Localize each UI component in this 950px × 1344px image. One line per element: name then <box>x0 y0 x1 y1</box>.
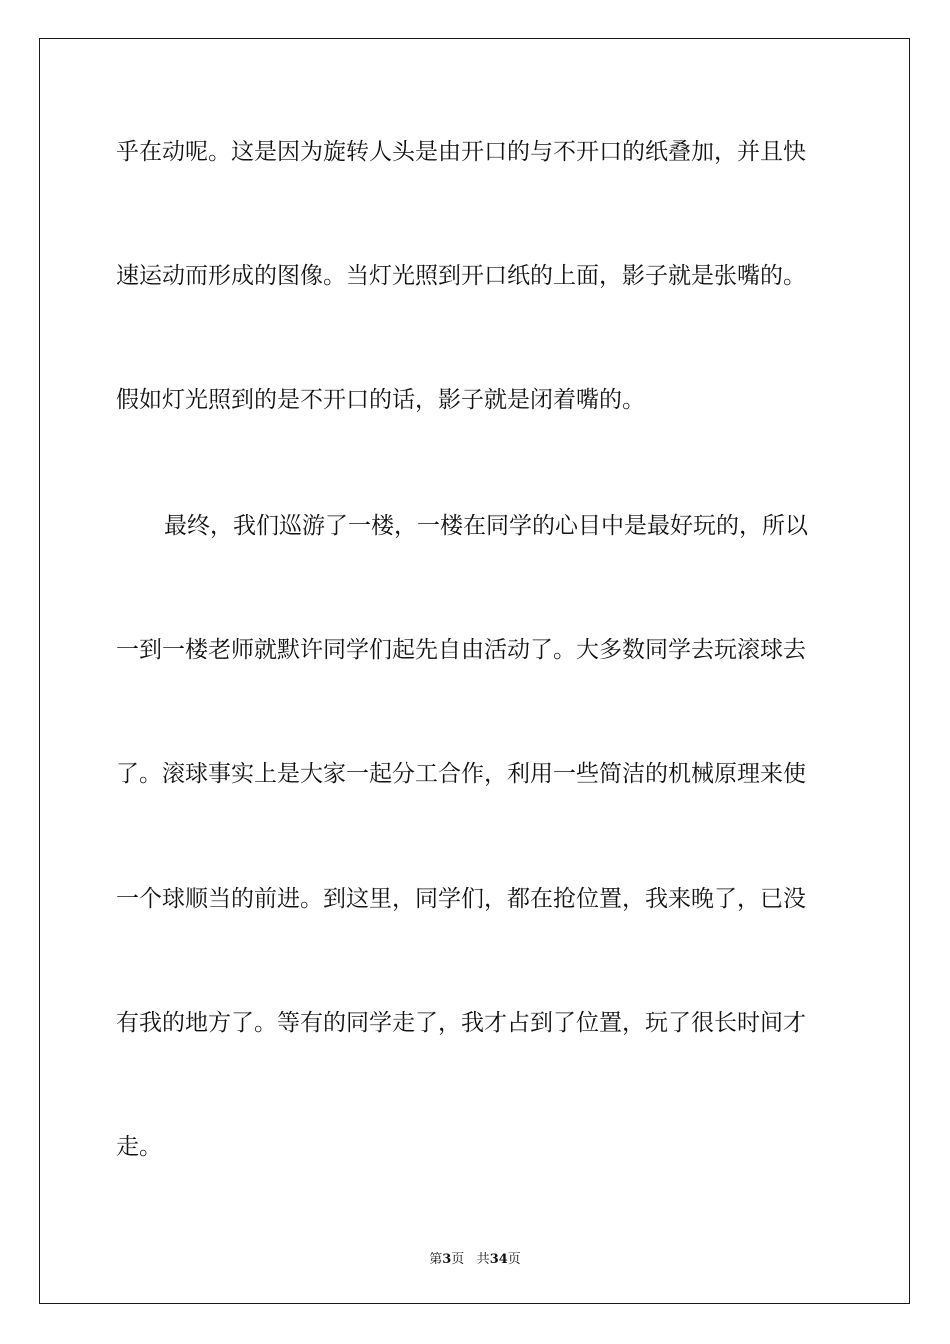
total-suffix: 页 <box>507 1252 521 1267</box>
body-line-4-paragraph-start: 最终，我们巡游了一楼，一楼在同学的心目中是最好玩的，所以 <box>164 513 808 539</box>
body-line-9: 走。 <box>116 1134 162 1160</box>
body-line-5: 一到一楼老师就默许同学们起先自由活动了。大多数同学去玩滚球去 <box>116 637 806 663</box>
page-border <box>39 38 910 1304</box>
body-line-7: 一个球顺当的前进。到这里，同学们，都在抢位置，我来晚了，已没 <box>116 886 806 912</box>
total-pages: 34 <box>489 1252 508 1267</box>
page-number: 3 <box>442 1252 452 1267</box>
body-line-8: 有我的地方了。等有的同学走了，我才占到了位置，玩了很长时间才 <box>116 1010 806 1036</box>
total-prefix: 共 <box>476 1252 490 1267</box>
page-suffix: 页 <box>451 1252 465 1267</box>
body-line-6: 了。滚球事实上是大家一起分工合作，利用一些简洁的机械原理来使 <box>116 761 806 787</box>
body-line-1: 乎在动呢。这是因为旋转人头是由开口的与不开口的纸叠加，并且快 <box>116 139 806 165</box>
page-footer <box>0 1248 950 1267</box>
body-line-3: 假如灯光照到的是不开口的话，影子就是闭着嘴的。 <box>116 387 645 413</box>
page-prefix: 第 <box>429 1252 443 1267</box>
body-line-2: 速运动而形成的图像。当灯光照到开口纸的上面，影子就是张嘴的。 <box>116 263 806 289</box>
